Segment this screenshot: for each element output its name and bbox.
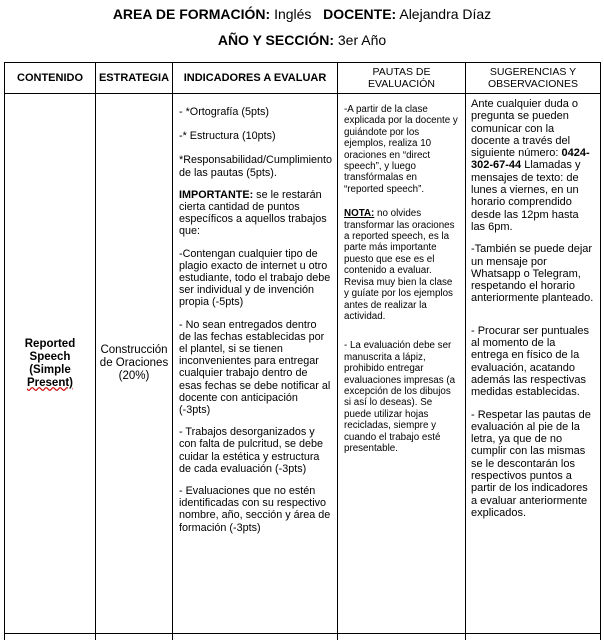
indicadores-cell: - *Ortografía (5pts) -* Estructura (10pts) *Responsabilidad/Cumplimiento de las pautas (5pts). IMPORTANTE: se le restarán cierta cantidad de puntos específicos a aquellos trabajos que: -Contengan cualquier tipo de plagio exacto de internet u otro estudiante, todo el trabajo debe ser individual y de invención propia (-5pts) - No sean entregados dentro de las fechas establecidas por el plantel, si se tienen inconvenientes para entregar cualquier trabajo dentro de esas fechas se debe notificar al docente con anticipación (-3pts) - Trabajos desorganizados y con falta de pulcritud, se debe cuidar la estética y estructura de cada evaluación (-3pts) - Evaluaciones que no estén identificadas con su respectivo nombre, año, sección y área de formación (-3pts) bbox=[173, 94, 338, 634]
col-header-sugerencias: SUGERENCIAS Y OBSERVACIONES bbox=[466, 63, 601, 94]
col-header-estrategia: ESTRATEGIA bbox=[96, 63, 173, 94]
nota-label: NOTA: bbox=[344, 208, 374, 219]
phone-number: 0424-302-67-44 bbox=[471, 147, 590, 171]
pautas-cell: -A partir de la clase explicada por la docente y guiándote por los ejemplos, realiza 10 oraciones en “direct speech”, y luego transfórmalas en “reported speech”. NOTA: no olvides transformar las oraciones a reported speech, es la parte más importante puesto que ese es el contenido a evaluar. Revisa muy bien la clase y guíate por los ejemplos antes de realizar la actividad. - La evaluación debe ser manuscrita a lápiz, prohibido entregar evaluaciones impresas (a excepción de los dibujos si así lo deseas). Se puede utilizar hojas recicladas, siempre y cuando el trabajo esté presentable. bbox=[338, 94, 466, 634]
importante-label: IMPORTANTE: bbox=[179, 189, 253, 201]
area-value: Inglés bbox=[274, 6, 311, 22]
header-line-seccion bbox=[0, 32, 604, 48]
col-header-pautas: PAUTAS DE EVALUACIÓN bbox=[338, 63, 466, 94]
area-label: AREA DE FORMACIÓN: bbox=[113, 6, 270, 22]
table-row-next bbox=[5, 634, 601, 640]
seccion-value: 3er Año bbox=[338, 32, 386, 48]
evaluation-table bbox=[4, 62, 601, 640]
sugerencias-cell: Ante cualquier duda o pregunta se pueden comunicar con la docente a través del siguiente número: 0424-302-67-44 Llamadas y mensajes de texto: de lunes a viernes, en un horario comprendido desde las 12pm hasta las 6pm. -También se puede dejar un mensaje por Whatsapp o Telegram, respetando el horario anteriormente planteado. - Procurar ser puntuales al momento de la entrega en físico de la evaluación, acatando además las respectivas medidas establecidas. - Respetar las pautas de evaluación al pie de la letra, ya que de no cumplir con las mismas se le descontarán los respectivos puntos a partir de los indicadores a evaluar anteriormente explicados. bbox=[466, 94, 601, 634]
col-header-contenido: CONTENIDO bbox=[5, 63, 96, 94]
docente-label: DOCENTE: bbox=[323, 6, 396, 22]
estrategia-cell: Construcción de Oraciones (20%) bbox=[96, 94, 173, 634]
col-header-indicadores: INDICADORES A EVALUAR bbox=[173, 63, 338, 94]
contenido-cell: Reported Speech (Simple Present) bbox=[5, 94, 96, 634]
docente-value: Alejandra Díaz bbox=[399, 6, 491, 22]
header-line-area-docente bbox=[0, 6, 604, 22]
table-header-row bbox=[5, 63, 601, 94]
table-row bbox=[5, 94, 601, 634]
seccion-label: AÑO Y SECCIÓN: bbox=[218, 32, 334, 48]
